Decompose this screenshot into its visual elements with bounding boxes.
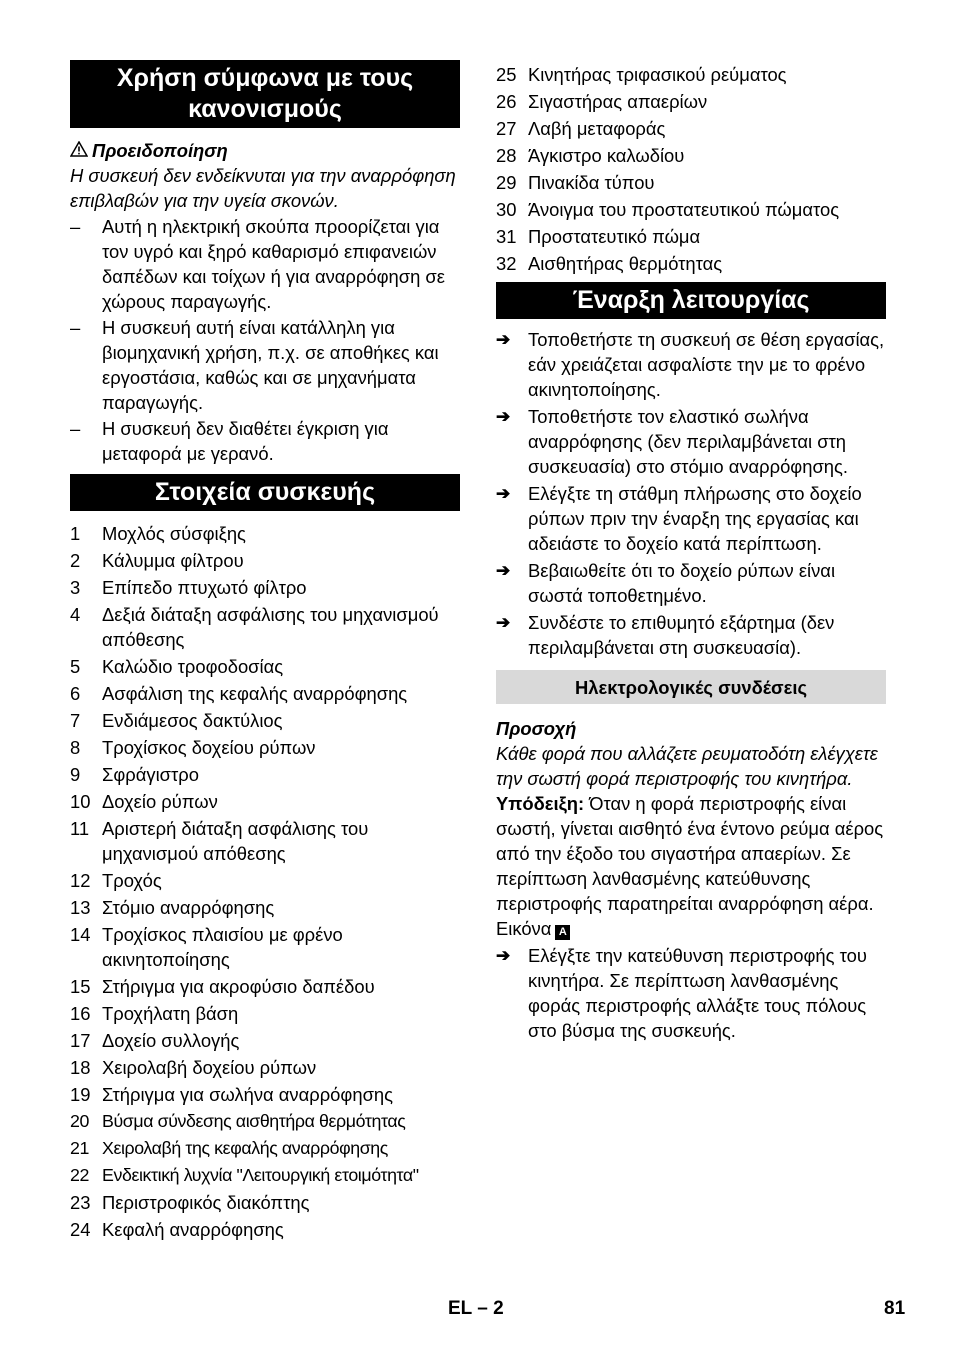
part-number: 10 (70, 791, 91, 812)
part-name: Μοχλός σύσφιξης (102, 523, 246, 544)
start-up-steps (496, 327, 886, 660)
part-number: 4 (70, 604, 81, 625)
part-name: Τροχίσκος πλαισίου με φρένο ακινητοποίησης (102, 924, 343, 970)
part-item (496, 143, 886, 168)
subheading-electrical-connections: Ηλεκτρολογικές συνδέσεις (496, 670, 886, 704)
part-item (70, 816, 460, 866)
part-number: 3 (70, 577, 81, 598)
part-number: 32 (496, 253, 517, 274)
list-item-text: Αυτή η ηλεκτρική σκούπα προορίζεται για τον υγρό και ξηρό καθαρισμό επιφανειών δαπέδων και τοίχων ή για αναρρόφηση σε χώρους παραγωγής. (102, 216, 445, 312)
part-name: Κινητήρας τριφασικού ρεύματος (528, 64, 787, 85)
part-name: Κεφαλή αναρρόφησης (102, 1219, 284, 1240)
warning-title (70, 138, 460, 163)
part-name: Επίπεδο πτυχωτό φίλτρο (102, 577, 307, 598)
list-item-text: Η συσκευή δεν διαθέτει έγκριση για μεταφορά με γερανό. (102, 418, 389, 464)
caution-title: Προσοχή (496, 718, 577, 739)
part-item (70, 1082, 460, 1107)
part-item (70, 1190, 460, 1215)
part-item (70, 762, 460, 787)
part-number: 8 (70, 737, 81, 758)
part-name: Λαβή μεταφοράς (528, 118, 666, 139)
arrow-right-icon: ➔ (496, 330, 511, 349)
part-name: Άγκιστρο καλωδίου (528, 145, 685, 166)
part-item (496, 116, 886, 141)
step-item (496, 481, 886, 556)
arrow-right-icon: ➔ (496, 484, 511, 503)
warning-title-text: Προειδοποίηση (92, 140, 228, 161)
part-number: 18 (70, 1057, 91, 1078)
part-number: 17 (70, 1030, 91, 1051)
part-number: 28 (496, 145, 517, 166)
part-name: Άνοιγμα του προστατευτικού πώματος (528, 199, 840, 220)
part-name: Αισθητήρας θερμότητας (528, 253, 723, 274)
part-item (70, 735, 460, 760)
part-item (70, 548, 460, 573)
part-item (70, 1001, 460, 1026)
figure-label: Εικόνα (496, 918, 552, 939)
part-number: 7 (70, 710, 81, 731)
part-number: 5 (70, 656, 81, 677)
note-text: Όταν η φορά περιστροφής είναι σωστή, γίνεται αισθητό ένα έντονο ρεύμα αέρος από την έξοδο του σιγαστήρα απαερίων. Σε περίπτωση λανθασμένης κατεύθυνσης περιστροφής παρατηρείται αναρρόφηση αέρα. (496, 793, 884, 914)
part-name: Προστατευτικό πώμα (528, 226, 701, 247)
part-item (70, 1055, 460, 1080)
final-step (496, 943, 886, 1043)
intended-use-list (70, 214, 460, 466)
dash-bullet: – (70, 317, 81, 338)
part-name: Δεξιά διάταξη ασφάλισης του μηχανισμού απόθεσης (102, 604, 439, 650)
part-item (70, 868, 460, 893)
part-number: 23 (70, 1192, 91, 1213)
arrow-right-icon: ➔ (496, 946, 511, 965)
part-number: 26 (496, 91, 517, 112)
part-item (70, 1163, 460, 1188)
part-name: Πινακίδα τύπου (528, 172, 655, 193)
part-name: Χειρολαβή δοχείου ρύπων (102, 1057, 317, 1078)
step-item (496, 327, 886, 402)
part-number: 6 (70, 683, 81, 704)
part-number: 2 (70, 550, 81, 571)
warning-triangle-icon (70, 138, 92, 163)
heading-device-elements: Στοιχεία συσκευής (70, 474, 460, 511)
part-number: 19 (70, 1084, 91, 1105)
part-number: 12 (70, 870, 91, 891)
part-number: 22 (70, 1165, 89, 1185)
part-item (496, 224, 886, 249)
part-number: 15 (70, 976, 91, 997)
part-name: Αριστερή διάταξη ασφάλισης του μηχανισμού απόθεσης (102, 818, 369, 864)
part-name: Καλώδιο τροφοδοσίας (102, 656, 284, 677)
part-item (496, 62, 886, 87)
part-name: Δοχείο ρύπων (102, 791, 218, 812)
part-name: Στήριγμα για ακροφύσιο δαπέδου (102, 976, 375, 997)
part-name: Σφράγιστρο (102, 764, 199, 785)
arrow-right-icon: ➔ (496, 561, 511, 580)
part-number: 13 (70, 897, 91, 918)
part-item (70, 895, 460, 920)
part-number: 9 (70, 764, 81, 785)
part-item (496, 251, 886, 276)
part-number: 24 (70, 1219, 91, 1240)
dash-bullet: – (70, 216, 81, 237)
part-number: 31 (496, 226, 517, 247)
parts-list-right (496, 62, 886, 276)
part-item (70, 681, 460, 706)
part-number: 21 (70, 1138, 89, 1158)
part-number: 14 (70, 924, 91, 945)
part-number: 16 (70, 1003, 91, 1024)
figure-ref-badge: A (555, 925, 570, 940)
step-text: Τοποθετήστε τον ελαστικό σωλήνα αναρρόφησης (δεν περιλαμβάνεται στη συσκευασία) στο στόμιο αναρρόφησης. (528, 406, 849, 477)
part-name: Τροχός (102, 870, 162, 891)
part-number: 20 (70, 1111, 89, 1131)
part-name: Ασφάλιση της κεφαλής αναρρόφησης (102, 683, 408, 704)
part-item (70, 922, 460, 972)
part-item (70, 974, 460, 999)
note-paragraph (496, 791, 886, 916)
part-number: 25 (496, 64, 517, 85)
part-item (70, 1109, 460, 1134)
part-name: Ενδιάμεσος δακτύλιος (102, 710, 283, 731)
part-number: 11 (70, 818, 90, 839)
part-item (70, 654, 460, 679)
list-item (70, 416, 460, 466)
heading-start-up: Έναρξη λειτουργίας (496, 282, 886, 319)
arrow-right-icon: ➔ (496, 613, 511, 632)
footer-language-section (448, 1298, 504, 1320)
part-item (70, 602, 460, 652)
part-item (496, 89, 886, 114)
caution-text: Κάθε φορά που αλλάζετε ρευματοδότη ελέγχετε την σωστή φορά περιστροφής του κινητήρα. (496, 743, 878, 789)
part-name: Σιγαστήρας απαερίων (528, 91, 708, 112)
part-name: Κάλυμμα φίλτρου (102, 550, 244, 571)
heading-intended-use: Χρήση σύμφωνα με τους κανονισμούς (70, 60, 460, 128)
part-number: 1 (70, 523, 81, 544)
warning-text: Η συσκευή δεν ενδείκνυται για την αναρρόφηση επιβλαβών για την υγεία σκονών. (70, 165, 456, 211)
list-item (70, 315, 460, 415)
part-number: 27 (496, 118, 517, 139)
part-name: Χειρολαβή της κεφαλής αναρρόφησης (102, 1138, 388, 1158)
part-item (70, 1028, 460, 1053)
step-text: Βεβαιωθείτε ότι το δοχείο ρύπων είναι σωστά τοποθετημένο. (528, 560, 836, 606)
part-name: Στόμιο αναρρόφησης (102, 897, 275, 918)
part-name: Ενδεικτική λυχνία "Λειτουργική ετοιμότητα" (102, 1165, 419, 1185)
footer-lang: EL (448, 1298, 472, 1319)
part-number: 29 (496, 172, 517, 193)
part-item (70, 1136, 460, 1161)
right-column (496, 60, 886, 1043)
part-item (496, 197, 886, 222)
step-text: Τοποθετήστε τη συσκευή σε θέση εργασίας, εάν χρειάζεται ασφαλίστε την με το φρένο ακινητοποίησης. (528, 329, 885, 400)
list-item-text: Η συσκευή αυτή είναι κατάλληλη για βιομηχανική χρήση, π.χ. σε αποθήκες και εργοστάσια, καθώς και σε μηχανήματα παραγωγής. (102, 317, 439, 413)
footer-section-page: – 2 (477, 1298, 504, 1319)
step-text: Ελέγξτε τη στάθμη πλήρωσης στο δοχείο ρύπων πριν την έναρξη της εργασίας και αδειάστε το δοχείο κατά περίπτωση. (528, 483, 862, 554)
part-name: Τροχίσκος δοχείου ρύπων (102, 737, 316, 758)
step-item (496, 558, 886, 608)
part-item (70, 1217, 460, 1242)
left-column (70, 60, 460, 1242)
dash-bullet: – (70, 418, 81, 439)
part-item (70, 575, 460, 600)
part-name: Βύσμα σύνδεσης αισθητήρα θερμότητας (102, 1111, 406, 1131)
step-item (496, 610, 886, 660)
part-item (70, 708, 460, 733)
part-number: 30 (496, 199, 517, 220)
part-name: Περιστροφικός διακόπτης (102, 1192, 310, 1213)
part-item (496, 170, 886, 195)
part-item (70, 789, 460, 814)
parts-list-left (70, 521, 460, 1242)
part-name: Τροχήλατη βάση (102, 1003, 239, 1024)
part-name: Στήριγμα για σωλήνα αναρρόφησης (102, 1084, 394, 1105)
final-step-text: Ελέγξτε την κατεύθυνση περιστροφής του κινητήρα. Σε περίπτωση λανθασμένης φοράς περιστροφής αλλάξτε τους πόλους στο βύσμα της συσκευής. (528, 945, 867, 1041)
step-item (496, 404, 886, 479)
note-label: Υπόδειξη: (496, 793, 585, 814)
figure-reference (496, 916, 886, 941)
part-item (70, 521, 460, 546)
list-item (70, 214, 460, 314)
arrow-right-icon: ➔ (496, 407, 511, 426)
part-name: Δοχείο συλλογής (102, 1030, 240, 1051)
footer-page-number: 81 (884, 1298, 906, 1319)
step-text: Συνδέστε το επιθυμητό εξάρτημα (δεν περιλαμβάνεται στη συσκευασία). (528, 612, 835, 658)
